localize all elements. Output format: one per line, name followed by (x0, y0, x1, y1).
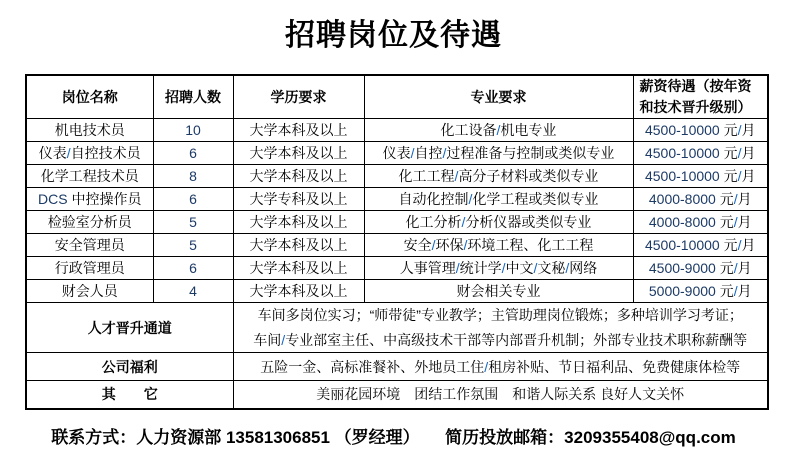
header-education: 学历要求 (233, 75, 364, 119)
cell-position: 行政管理员 (26, 257, 153, 280)
cell-position: DCS 中控操作员 (26, 188, 153, 211)
cell-count: 10 (153, 119, 233, 142)
cell-position: 财会人员 (26, 280, 153, 303)
cell-major: 财会相关专业 (364, 280, 633, 303)
recruitment-page (0, 16, 787, 448)
cell-education: 大学本科及以上 (233, 280, 364, 303)
cell-salary: 4000-8000 元/月 (633, 188, 768, 211)
cell-education: 大学专科及以上 (233, 188, 364, 211)
header-salary: 薪资待遇（按年资和技术晋升级别） (633, 75, 768, 119)
cell-salary: 4500-10000 元/月 (633, 165, 768, 188)
cell-education: 大学本科及以上 (233, 165, 364, 188)
welfare-label: 公司福利 (26, 353, 233, 381)
header-major: 专业要求 (364, 75, 633, 119)
table-row (26, 280, 768, 303)
promotion-content (233, 303, 768, 353)
promotion-line-1: 车间多岗位实习；“师带徒”专业教学；主管助理岗位锻炼；多种培训学习考证； (257, 307, 743, 323)
cell-count: 5 (153, 211, 233, 234)
cell-count: 6 (153, 142, 233, 165)
other-content: 美丽花园环境 团结工作氛围 和谐人际关系 良好人文关怀 (233, 381, 768, 409)
other-row (26, 381, 768, 409)
cell-major: 仪表/自控/过程准备与控制或类似专业 (364, 142, 633, 165)
table-row (26, 188, 768, 211)
other-label: 其 它 (26, 381, 233, 409)
recruitment-table (25, 74, 769, 410)
cell-salary: 4500-10000 元/月 (633, 234, 768, 257)
promotion-label: 人才晋升通道 (26, 303, 233, 353)
promotion-row (26, 303, 768, 353)
cell-count: 4 (153, 280, 233, 303)
header-count: 招聘人数 (153, 75, 233, 119)
welfare-content: 五险一金、高标准餐补、外地员工住/租房补贴、节日福利品、免费健康体检等 (233, 353, 768, 381)
cell-education: 大学本科及以上 (233, 142, 364, 165)
table-row (26, 142, 768, 165)
table-row (26, 257, 768, 280)
cell-count: 6 (153, 188, 233, 211)
cell-salary: 4500-10000 元/月 (633, 119, 768, 142)
cell-position: 机电技术员 (26, 119, 153, 142)
table-row (26, 165, 768, 188)
cell-education: 大学本科及以上 (233, 257, 364, 280)
cell-major: 自动化控制/化学工程或类似专业 (364, 188, 633, 211)
cell-education: 大学本科及以上 (233, 119, 364, 142)
page-title: 招聘岗位及待遇 (285, 19, 502, 52)
cell-salary: 4500-10000 元/月 (633, 142, 768, 165)
cell-position: 检验室分析员 (26, 211, 153, 234)
cell-education: 大学本科及以上 (233, 211, 364, 234)
cell-major: 安全/环保/环境工程、化工工程 (364, 234, 633, 257)
promotion-line-2: 车间/专业部室主任、中高级技术干部等内部晋升机制；外部专业技术职称薪酬等 (253, 331, 748, 348)
contact-info: 联系方式：人力资源部 13581306851 （罗经理） 简历投放邮箱：3209355408@qq.com (51, 427, 736, 447)
cell-salary: 4000-8000 元/月 (633, 211, 768, 234)
cell-education: 大学本科及以上 (233, 234, 364, 257)
cell-salary: 4500-9000 元/月 (633, 257, 768, 280)
cell-salary: 5000-9000 元/月 (633, 280, 768, 303)
table-row (26, 119, 768, 142)
cell-position: 化学工程技术员 (26, 165, 153, 188)
welfare-row (26, 353, 768, 381)
cell-major: 化工工程/高分子材料或类似专业 (364, 165, 633, 188)
cell-major: 化工分析/分析仪器或类似专业 (364, 211, 633, 234)
cell-major: 化工设备/机电专业 (364, 119, 633, 142)
cell-count: 5 (153, 234, 233, 257)
cell-count: 6 (153, 257, 233, 280)
cell-count: 8 (153, 165, 233, 188)
header-row (26, 75, 768, 119)
cell-major: 人事管理/统计学/中文/文秘/网络 (364, 257, 633, 280)
table-row (26, 211, 768, 234)
table-row (26, 234, 768, 257)
header-position: 岗位名称 (26, 75, 153, 119)
cell-position: 仪表/自控技术员 (26, 142, 153, 165)
cell-position: 安全管理员 (26, 234, 153, 257)
